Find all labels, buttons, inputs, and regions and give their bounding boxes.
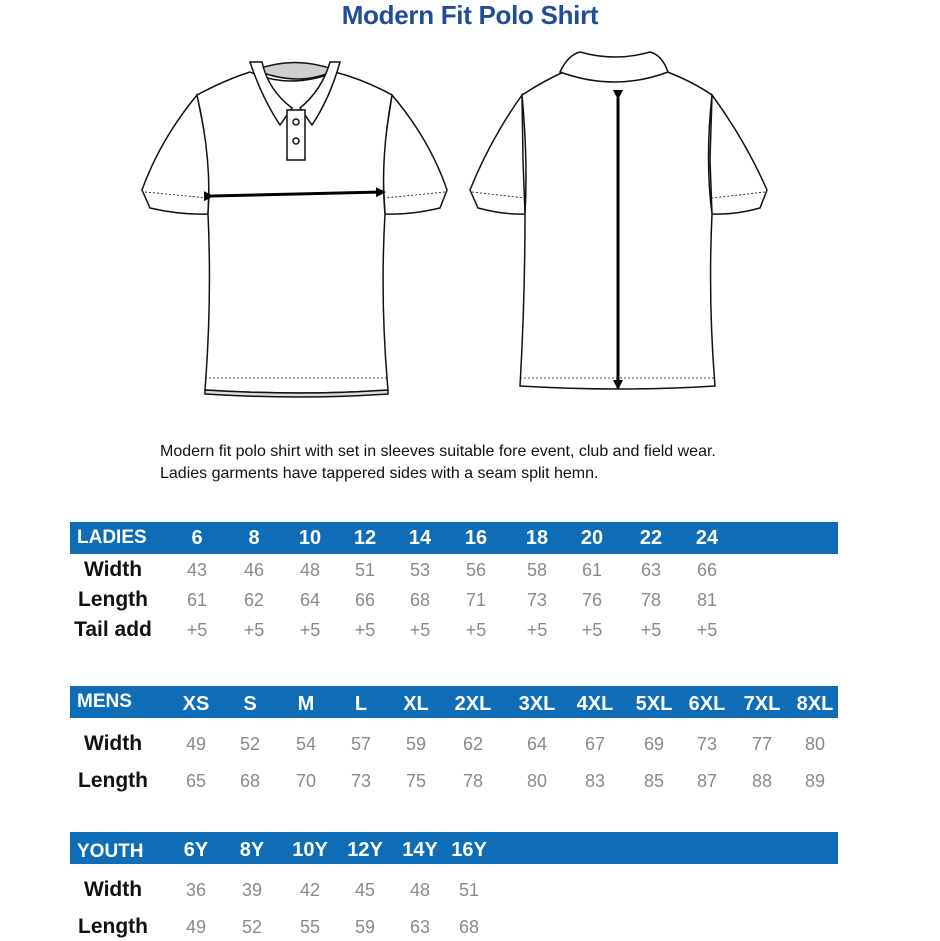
mens-cell: 68: [239, 771, 261, 791]
ladies-cell: +5: [409, 620, 431, 640]
mens-cell: 77: [751, 734, 773, 754]
mens-size-header: XS: [182, 693, 210, 715]
mens-cell: 64: [526, 734, 548, 754]
youth-table-title: YOUTH: [77, 841, 144, 862]
mens-cell: 85: [643, 771, 665, 791]
shirt-front-view: [142, 62, 447, 397]
mens-size-header: S: [243, 693, 257, 715]
ladies-cell: +5: [299, 620, 321, 640]
mens-cell: 89: [804, 771, 826, 791]
ladies-cell: +5: [243, 620, 265, 640]
ladies-size-header: 12: [353, 527, 377, 549]
mens-size-header: M: [297, 693, 315, 715]
youth-size-header: 14Y: [402, 839, 438, 861]
mens-size-header: 3XL: [518, 693, 556, 715]
ladies-cell: 46: [243, 560, 265, 580]
ladies-size-header: 8: [248, 527, 260, 549]
ladies-cell: 43: [186, 560, 208, 580]
ladies-cell: +5: [526, 620, 548, 640]
ladies-cell: 73: [526, 590, 548, 610]
ladies-cell: 78: [640, 590, 662, 610]
youth-row-label: Length: [78, 915, 148, 938]
ladies-size-header: 14: [408, 527, 432, 549]
youth-size-header: 6Y: [183, 839, 209, 861]
ladies-size-header: 10: [298, 527, 322, 549]
mens-cell: 78: [462, 771, 484, 791]
youth-cell: 42: [299, 880, 321, 900]
ladies-cell: 66: [354, 590, 376, 610]
ladies-cell: 62: [243, 590, 265, 610]
page-title: Modern Fit Polo Shirt: [341, 0, 599, 30]
mens-size-header: 5XL: [635, 693, 673, 715]
ladies-size-header: 16: [464, 527, 488, 549]
ladies-cell: 53: [409, 560, 431, 580]
youth-cell: 36: [185, 880, 207, 900]
ladies-cell: 66: [696, 560, 718, 580]
mens-cell: 57: [350, 734, 372, 754]
youth-cell: 52: [241, 917, 263, 937]
mens-row-label: Length: [78, 769, 148, 792]
mens-size-header: 6XL: [688, 693, 726, 715]
youth-cell: 63: [409, 917, 431, 937]
mens-cell: 80: [526, 771, 548, 791]
ladies-cell: 51: [354, 560, 376, 580]
ladies-cell: 63: [640, 560, 662, 580]
ladies-size-header: 22: [639, 527, 663, 549]
mens-cell: 75: [405, 771, 427, 791]
mens-cell: 73: [350, 771, 372, 791]
mens-size-header: 4XL: [576, 693, 614, 715]
ladies-cell: +5: [465, 620, 487, 640]
mens-size-header: XL: [403, 693, 429, 715]
youth-cell: 45: [354, 880, 376, 900]
ladies-cell: 61: [581, 560, 603, 580]
mens-cell: 73: [696, 734, 718, 754]
ladies-cell: 48: [299, 560, 321, 580]
description-line: Ladies garments have tappered sides with a seam split hemn.: [160, 465, 599, 482]
mens-size-header: 8XL: [796, 693, 834, 715]
description-line: Modern fit polo shirt with set in sleeves suitable fore event, club and field wear.: [160, 443, 716, 460]
mens-row-label: Width: [83, 732, 143, 755]
youth-cell: 49: [185, 917, 207, 937]
ladies-cell: +5: [696, 620, 718, 640]
youth-size-header: 8Y: [239, 839, 265, 861]
description: [160, 441, 716, 485]
ladies-row-label: Width: [83, 558, 143, 581]
ladies-size-header: 20: [580, 527, 604, 549]
mens-cell: 69: [643, 734, 665, 754]
mens-cell: 87: [696, 771, 718, 791]
ladies-table-title: LADIES: [77, 527, 147, 548]
ladies-row-label: Length: [78, 588, 148, 611]
ladies-cell: 56: [465, 560, 487, 580]
youth-size-header: 12Y: [347, 839, 383, 861]
mens-cell: 83: [584, 771, 606, 791]
mens-cell: 52: [239, 734, 261, 754]
mens-cell: 49: [185, 734, 207, 754]
ladies-cell: 76: [581, 590, 603, 610]
youth-cell: 55: [299, 917, 321, 937]
ladies-size-header: 18: [525, 527, 549, 549]
mens-cell: 88: [751, 771, 773, 791]
mens-table-title: MENS: [77, 691, 132, 712]
mens-cell: 54: [295, 734, 317, 754]
youth-size-header: 10Y: [292, 839, 328, 861]
youth-cell: 39: [241, 880, 263, 900]
ladies-cell: +5: [640, 620, 662, 640]
youth-cell: 59: [354, 917, 376, 937]
ladies-row-label: Tail add: [74, 618, 152, 641]
ladies-size-header: 6: [191, 527, 203, 549]
mens-cell: 59: [405, 734, 427, 754]
ladies-cell: 81: [696, 590, 718, 610]
ladies-cell: 61: [186, 590, 208, 610]
polo-shirt-illustration: [0, 0, 940, 430]
youth-cell: 48: [409, 880, 431, 900]
mens-cell: 70: [295, 771, 317, 791]
ladies-cell: 71: [465, 590, 487, 610]
mens-cell: 65: [185, 771, 207, 791]
ladies-cell: +5: [581, 620, 603, 640]
mens-size-header: L: [354, 693, 368, 715]
ladies-cell: 58: [526, 560, 548, 580]
youth-cell: 51: [458, 880, 480, 900]
ladies-cell: 64: [299, 590, 321, 610]
mens-cell: 80: [804, 734, 826, 754]
ladies-cell: 68: [409, 590, 431, 610]
mens-cell: 62: [462, 734, 484, 754]
ladies-cell: +5: [354, 620, 376, 640]
mens-size-header: 7XL: [743, 693, 781, 715]
mens-size-header: 2XL: [454, 693, 492, 715]
mens-cell: 67: [584, 734, 606, 754]
youth-size-header: 16Y: [451, 839, 487, 861]
ladies-cell: +5: [186, 620, 208, 640]
youth-cell: 68: [458, 917, 480, 937]
ladies-size-header: 24: [695, 527, 719, 549]
youth-row-label: Width: [83, 878, 143, 901]
